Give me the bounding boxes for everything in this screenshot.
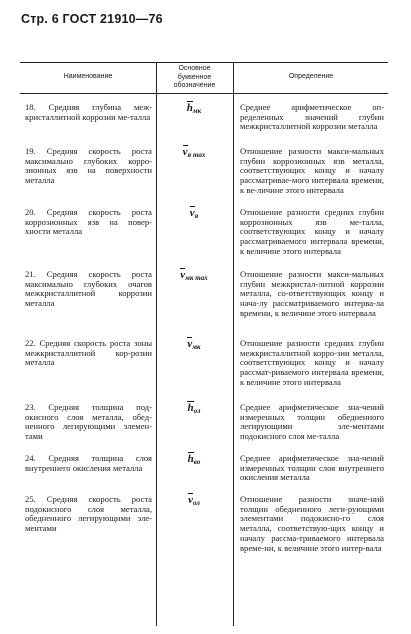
symbol-base: h [187,453,194,465]
table-top-rule [20,62,388,63]
table-row-definition: Отношение разности средних глубин межкристаллитной корро-зии металла, соответствующих концу и началу рассмат-риваемого интервала времени, к величине этого интервала [240,338,384,387]
table-row-name: 20. Средняя скорость роста коррозионных язв на повер-хности металла [25,207,152,237]
symbol-subscript: я max [187,151,206,159]
table-row-symbol [160,207,228,220]
symbol-base: v [180,269,186,281]
column-divider-2 [233,62,234,626]
table-row-symbol [160,453,228,466]
table-row-definition: Среднее арифметическое оп-ределенных значений глубин межкристаллитной коррозии металла [240,102,384,132]
table-row-definition: Отношение разности средних глубин коррозионных язв ме-талла, соответствующих концу и началу рассматриваемого интервала времени, к величине этого интервала [240,207,384,256]
symbol-subscript: я [194,212,199,220]
table-row-name: 23. Средняя толщина под-окисного слоя металла, обед-ненного легирующими элемен-тами [25,402,152,442]
table-row-name: 24. Средняя толщина слоя внутреннего окисления металла [25,453,152,473]
symbol-base: v [187,338,193,350]
table-row-definition: Отношение разности макси-мальных глубин межкристал-литной коррозии металла, со-ответствующих концу и нача-лу рассматриваемого интерва-ла времени, к величине этого интервала [240,269,384,318]
table-row-symbol [160,269,228,282]
table-row-symbol [160,402,228,415]
table-row-symbol [160,494,228,507]
table-row-symbol [160,102,228,115]
header-definition: Определение [288,73,334,80]
symbol-base: v [182,146,188,158]
page-header: Стр. 6 ГОСТ 21910—76 [21,12,163,26]
symbol-subscript: ол [193,407,201,415]
table-row-name: 22. Средняя скорость роста зоны межкристаллитной кор-розии металла [25,338,152,368]
table-row-name: 19. Средняя скорость роста максимально глубоких корро-зионных язв на поверхности металла [25,146,152,186]
table-row-symbol [160,146,228,159]
header-symbol-line: Основное [178,65,211,72]
table-row-name: 25. Средняя скорость роста подокисного слоя металла, обедненного легирующими эле-ментами [25,494,152,534]
symbol-subscript: мк max [185,274,208,282]
symbol-base: v [189,207,195,219]
symbol-base: h [186,102,193,114]
symbol-base: h [187,402,194,414]
symbol-base: v [188,494,193,506]
symbol-subscript: во [193,458,201,466]
table-row-symbol [160,338,228,351]
table-header-rule [20,93,388,94]
table-row-name: 18. Средняя глубина меж-кристаллитной коррозии ме-талла [25,102,152,122]
symbol-subscript: мк [192,343,201,351]
header-name: Наименование [63,73,113,80]
table-row-name: 21. Средняя скорость роста максимально глубоких очагов межкристаллитной коррозии металла [25,269,152,309]
table-row-definition: Среднее арифметическое зна-чений измеренных толщин слоя внутреннего окисления металла [240,453,384,483]
table-row-definition: Среднее арифметическое зна-чений измеренных толщин обедненного легирующими эле-ментами подокисного слоя ме-талла [240,402,384,442]
header-symbol-line: буквенное [177,73,212,81]
symbol-subscript: ол [192,499,200,507]
column-divider-1 [156,62,157,626]
header-symbol-line: обозначение [173,82,216,89]
table-row-definition: Отношение разности макси-мальных глубин коррозионных язв металла, соответствующих концу и началу рассматривае-мого интервала времени, к ве-личине этого интервала [240,146,384,195]
header-symbol [158,65,231,91]
symbol-subscript: мк [192,107,202,115]
table-row-definition: Отношение разности значе-ний толщин обедненного леги-рующими элементами подокисно-го слоя металла, соответствую-щих концу и началу рассма-триваемого интервала време-ни, к величине этого интер-вала [240,494,384,553]
